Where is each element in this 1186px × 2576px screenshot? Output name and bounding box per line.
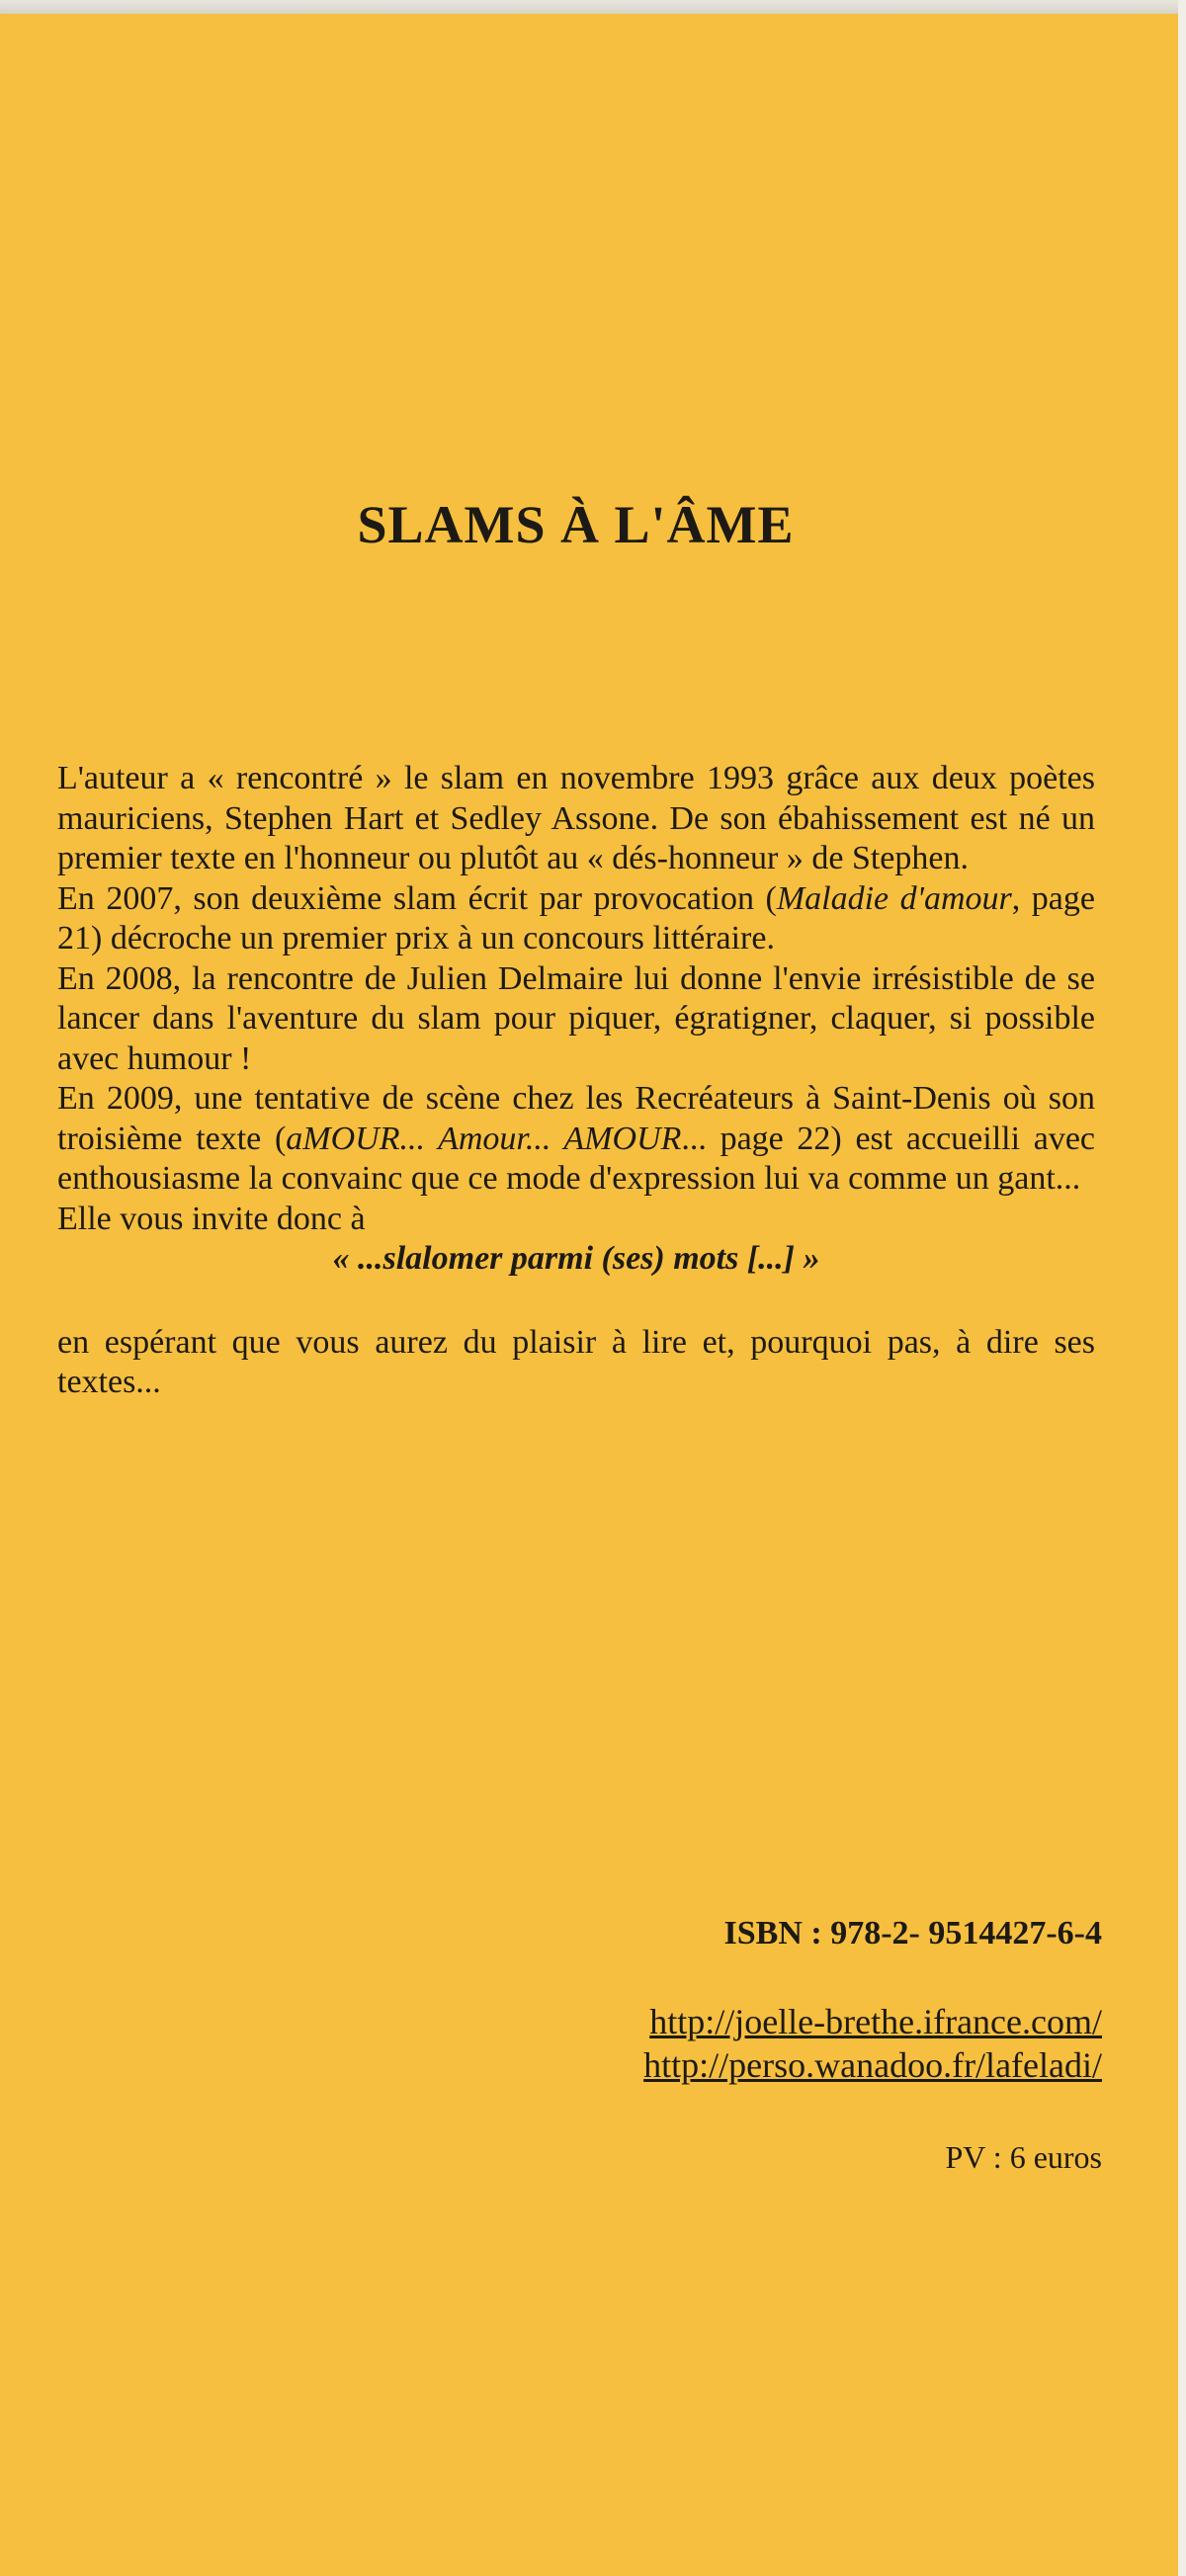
blurb-paragraph-5: Elle vous invite donc à: [57, 1200, 366, 1237]
blurb-paragraph-3: En 2008, la rencontre de Julien Delmaire lui donne l'envie irrésistible de se lancer dans l'aventure du slam pour piquer, égratigner, claquer, si possible avec humour !: [57, 959, 1095, 1077]
isbn: ISBN : 978-2- 9514427-6-4: [723, 1915, 1102, 1952]
author-link-1[interactable]: http://joelle-brethe.ifrance.com/: [649, 2002, 1102, 2041]
blurb: [57, 759, 1095, 1403]
blurb-paragraph-2: En 2007, son deuxième slam écrit par provocation (Maladie d'amour, page 21) décroche un premier prix à un concours littéraire.: [57, 879, 1095, 956]
blurb-quote: « ...slalomer parmi (ses) mots [...] »: [332, 1240, 820, 1277]
author-link-2[interactable]: http://perso.wanadoo.fr/lafeladi/: [643, 2045, 1102, 2085]
book-title: SLAMS À L'ÂME: [357, 495, 795, 554]
scan-top-edge: [0, 0, 1186, 14]
blurb-paragraph-1: L'auteur a « rencontré » le slam en novembre 1993 grâce aux deux poètes mauriciens, Stephen Hart et Sedley Assone. De son ébahissement est né un premier texte en l'honneur ou plutôt au « dés-honneur » de Stephen.: [57, 760, 1095, 876]
price: PV : 6 euros: [945, 2139, 1102, 2175]
title-reference: Maladie d'amour: [776, 879, 1012, 917]
blurb-closing: en espérant que vous aurez du plaisir à lire et, pourquoi pas, à dire ses textes...: [57, 1323, 1095, 1400]
author-links: [643, 2000, 1102, 2087]
scan-right-edge: [1178, 0, 1186, 2576]
blurb-paragraph-4: En 2009, une tentative de scène chez les Recréateurs à Saint-Denis où son troisième texte (aMOUR... Amour... AMOUR... page 22) est accueilli avec enthousiasme la convainc que ce mode d'expression lui va comme un gant...: [57, 1080, 1095, 1197]
title-reference: aMOUR... Amour... AMOUR: [286, 1120, 682, 1157]
